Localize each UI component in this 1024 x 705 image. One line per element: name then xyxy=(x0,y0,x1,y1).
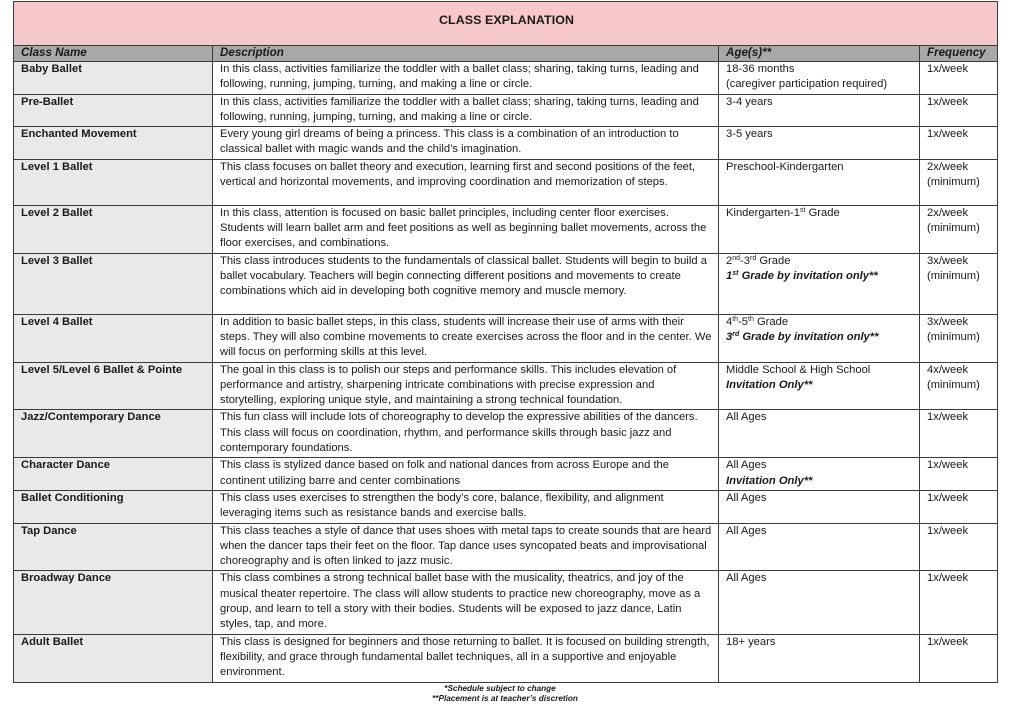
class-ages-cell xyxy=(719,362,920,410)
class-ages-cell xyxy=(719,205,920,253)
table-row xyxy=(14,159,998,205)
table-row xyxy=(14,362,998,410)
title-row xyxy=(14,2,998,46)
class-ages-cell xyxy=(719,127,920,160)
class-ages-cell xyxy=(719,159,920,205)
age-range xyxy=(726,315,914,330)
text-part: -3 xyxy=(740,254,750,267)
class-description-cell: This class is designed for beginners and those returning to ballet. It is focused on building strength, flexibility, and grace through fundamental ballet techniques, all in a supportive and enjoyable environment. xyxy=(213,634,719,682)
age-range: All Ages xyxy=(726,572,767,585)
frequency-value: 1x/week xyxy=(927,635,969,648)
text-part: 2 xyxy=(726,254,733,267)
table-row xyxy=(14,458,998,491)
class-frequency-cell xyxy=(920,253,998,314)
frequency-value: 1x/week xyxy=(927,572,969,585)
frequency-value: 2x/week xyxy=(927,160,969,173)
class-ages-cell xyxy=(719,490,920,523)
class-ages-cell xyxy=(719,62,920,95)
class-frequency-cell xyxy=(920,458,998,491)
table-row xyxy=(14,253,998,314)
class-ages-cell xyxy=(719,523,920,571)
age-range: All Ages xyxy=(726,491,767,504)
age-range: Middle School & High School xyxy=(726,363,871,376)
footnote-placement: **Placement is at teacher’s discretion xyxy=(432,694,578,703)
class-description-cell: This class combines a strong technical ballet base with the musicality, theatrics, and joy of the musical theater repertoire. The class will allow students to practice new choreography, move as a group, and learn to tell a story with their bodies. Students will be exposed to jazz dance, Latin styles, tap, and more. xyxy=(213,571,719,634)
ordinal-suffix: nd xyxy=(732,254,741,262)
ordinal-suffix: th xyxy=(732,315,739,323)
age-range: All Ages xyxy=(726,524,767,537)
class-name-cell: Baby Ballet xyxy=(14,62,213,95)
age-range: 18-36 months xyxy=(726,63,795,75)
class-frequency-cell xyxy=(920,127,998,160)
table-title-text: CLASS EXPLANATION xyxy=(439,13,575,28)
text-part: Grade xyxy=(805,206,840,219)
table-row xyxy=(14,127,998,160)
footnotes xyxy=(13,684,997,705)
age-extra-note: (caregiver participation required) xyxy=(726,78,888,91)
text-part: 4 xyxy=(726,315,733,328)
column-header-class-name: Class Name xyxy=(14,46,213,62)
text-part: Grade by invitation only** xyxy=(738,269,878,282)
age-range: 3-4 years xyxy=(726,95,773,108)
class-frequency-cell xyxy=(920,571,998,634)
frequency-minimum-note: (minimum) xyxy=(927,269,980,282)
class-name-cell: Level 3 Ballet xyxy=(14,253,213,314)
class-description-cell: This class teaches a style of dance that uses shoes with metal taps to create sounds that are heard when the dancer taps their feet on the floor. Tap dance uses syncopated beats and improvisational choreography and is often linked to jazz music. xyxy=(213,523,719,571)
text-part: Kindergarten-1 xyxy=(726,206,801,219)
class-frequency-cell xyxy=(920,634,998,682)
class-frequency-cell xyxy=(920,205,998,253)
class-description-cell: This class introduces students to the fundamentals of classical ballet. Students will begin to build a ballet vocabulary. Teachers will begin connecting different positions and movements to create combinations which aid in developing both cognitive memory and muscle memory. xyxy=(213,253,719,314)
class-ages-cell xyxy=(719,410,920,458)
class-frequency-cell xyxy=(920,314,998,362)
table-row xyxy=(14,94,998,127)
class-frequency-cell xyxy=(920,62,998,95)
class-ages-cell xyxy=(719,314,920,362)
invitation-note xyxy=(726,330,914,345)
frequency-value: 1x/week xyxy=(927,491,969,504)
frequency-value: 1x/week xyxy=(927,128,969,141)
column-header-frequency: Frequency xyxy=(920,46,998,62)
table-title xyxy=(14,2,998,46)
age-range: 18+ years xyxy=(726,635,776,648)
class-description-cell: In addition to basic ballet steps, in this class, students will increase their use of arms with their steps. They will also combine movements to create exercises across the floor and in the center. We will focus on performing skills at this level. xyxy=(213,314,719,362)
class-ages-cell xyxy=(719,634,920,682)
age-range: All Ages xyxy=(726,459,767,472)
column-header-row xyxy=(14,46,998,62)
frequency-minimum-note: (minimum) xyxy=(927,330,980,343)
class-frequency-cell xyxy=(920,490,998,523)
class-name-cell: Enchanted Movement xyxy=(14,127,213,160)
age-range xyxy=(726,206,914,221)
age-range: All Ages xyxy=(726,411,767,424)
class-frequency-cell xyxy=(920,94,998,127)
column-header-description: Description xyxy=(213,46,719,62)
class-table xyxy=(13,1,998,683)
text-part: Grade xyxy=(753,315,789,328)
ordinal-suffix: st xyxy=(800,206,806,214)
class-ages-cell xyxy=(719,94,920,127)
class-ages-cell xyxy=(719,571,920,634)
invitation-note xyxy=(726,269,914,284)
age-range: Preschool-Kindergarten xyxy=(726,160,844,173)
class-frequency-cell xyxy=(920,523,998,571)
ordinal-suffix: st xyxy=(732,269,739,277)
class-description-cell: Every young girl dreams of being a princess. This class is a combination of an introduction to classical ballet with magic wands and the child’s imagination. xyxy=(213,127,719,160)
frequency-value: 3x/week xyxy=(927,315,969,328)
class-name-cell: Ballet Conditioning xyxy=(14,490,213,523)
footnote-schedule: *Schedule subject to change xyxy=(444,683,556,693)
age-range xyxy=(726,254,914,269)
class-name-cell: Jazz/Contemporary Dance xyxy=(14,410,213,458)
table-row xyxy=(14,490,998,523)
column-header-ages: Age(s)** xyxy=(719,46,920,62)
table-row xyxy=(14,634,998,682)
text-part: -5 xyxy=(738,315,749,328)
ordinal-suffix: rd xyxy=(749,254,757,262)
table-row xyxy=(14,571,998,634)
frequency-value: 1x/week xyxy=(927,63,969,75)
text-part: Grade by invitation only** xyxy=(739,330,879,343)
class-ages-cell xyxy=(719,458,920,491)
class-description-cell: In this class, attention is focused on basic ballet principles, including center floor exercises. Students will learn ballet arm and feet positions as well as beginning ballet movements, across the floor exercises, and combinations. xyxy=(213,205,719,253)
frequency-value: 1x/week xyxy=(927,524,969,537)
frequency-minimum-note: (minimum) xyxy=(927,222,980,235)
class-description-cell: The goal in this class is to polish our steps and performance skills. This includes elevation of performance and artistry, sharpening intricate combinations with precise expression and storytelling, exploring unique style, and maintaining a strong technical foundation. xyxy=(213,362,719,410)
frequency-value: 1x/week xyxy=(927,459,969,472)
invitation-note: Invitation Only** xyxy=(726,474,813,487)
class-frequency-cell xyxy=(920,410,998,458)
class-description-cell: This fun class will include lots of choreography to develop the expressive abilities of the dancers. This class will focus on coordination, rhythm, and performance skills through basic jazz and contemporary foundations. xyxy=(213,410,719,458)
class-name-cell: Level 1 Ballet xyxy=(14,159,213,205)
class-name-cell: Broadway Dance xyxy=(14,571,213,634)
table-row xyxy=(14,410,998,458)
class-description-cell: This class is stylized dance based on folk and national dances from across Europe and the continent utilizing barre and center combinations xyxy=(213,458,719,491)
table-row xyxy=(14,523,998,571)
class-name-cell: Level 5/Level 6 Ballet & Pointe xyxy=(14,362,213,410)
class-name-cell: Adult Ballet xyxy=(14,634,213,682)
class-name-cell: Tap Dance xyxy=(14,523,213,571)
class-rows xyxy=(14,62,998,683)
class-description-cell: This class uses exercises to strengthen the body’s core, balance, flexibility, and alignment leveraging items such as resistance bands and exercise balls. xyxy=(213,490,719,523)
age-range: 3-5 years xyxy=(726,128,773,141)
table-row xyxy=(14,62,998,95)
class-explanation-sheet xyxy=(13,1,997,703)
frequency-value: 4x/week xyxy=(927,363,969,376)
class-name-cell: Character Dance xyxy=(14,458,213,491)
frequency-value: 1x/week xyxy=(927,411,969,424)
class-description-cell: In this class, activities familiarize the toddler with a ballet class; sharing, taking turns, leading and following, running, jumping, turning, and making a line or circle. xyxy=(213,62,719,95)
table-row xyxy=(14,314,998,362)
class-name-cell: Pre-Ballet xyxy=(14,94,213,127)
class-frequency-cell xyxy=(920,159,998,205)
text-part: 3 xyxy=(726,330,733,343)
ordinal-suffix: rd xyxy=(732,330,740,338)
class-name-cell: Level 4 Ballet xyxy=(14,314,213,362)
class-description-cell: In this class, activities familiarize the toddler with a ballet class; sharing, taking turns, leading and following, running, jumping, turning, and making a line or circle. xyxy=(213,94,719,127)
ordinal-suffix: th xyxy=(748,315,754,323)
frequency-value: 2x/week xyxy=(927,206,969,219)
table-row xyxy=(14,205,998,253)
text-part: 1 xyxy=(726,269,733,282)
text-part: Grade xyxy=(756,254,791,267)
frequency-minimum-note: (minimum) xyxy=(927,378,980,391)
class-name-cell: Level 2 Ballet xyxy=(14,205,213,253)
invitation-note: Invitation Only** xyxy=(726,378,813,391)
frequency-value: 3x/week xyxy=(927,254,969,267)
class-ages-cell xyxy=(719,253,920,314)
frequency-minimum-note: (minimum) xyxy=(927,176,980,189)
class-frequency-cell xyxy=(920,362,998,410)
class-description-cell: This class focuses on ballet theory and execution, learning first and second positions of the feet, vertical and horizontal movements, and improving coordination and memorization of steps. xyxy=(213,159,719,205)
frequency-value: 1x/week xyxy=(927,95,969,108)
